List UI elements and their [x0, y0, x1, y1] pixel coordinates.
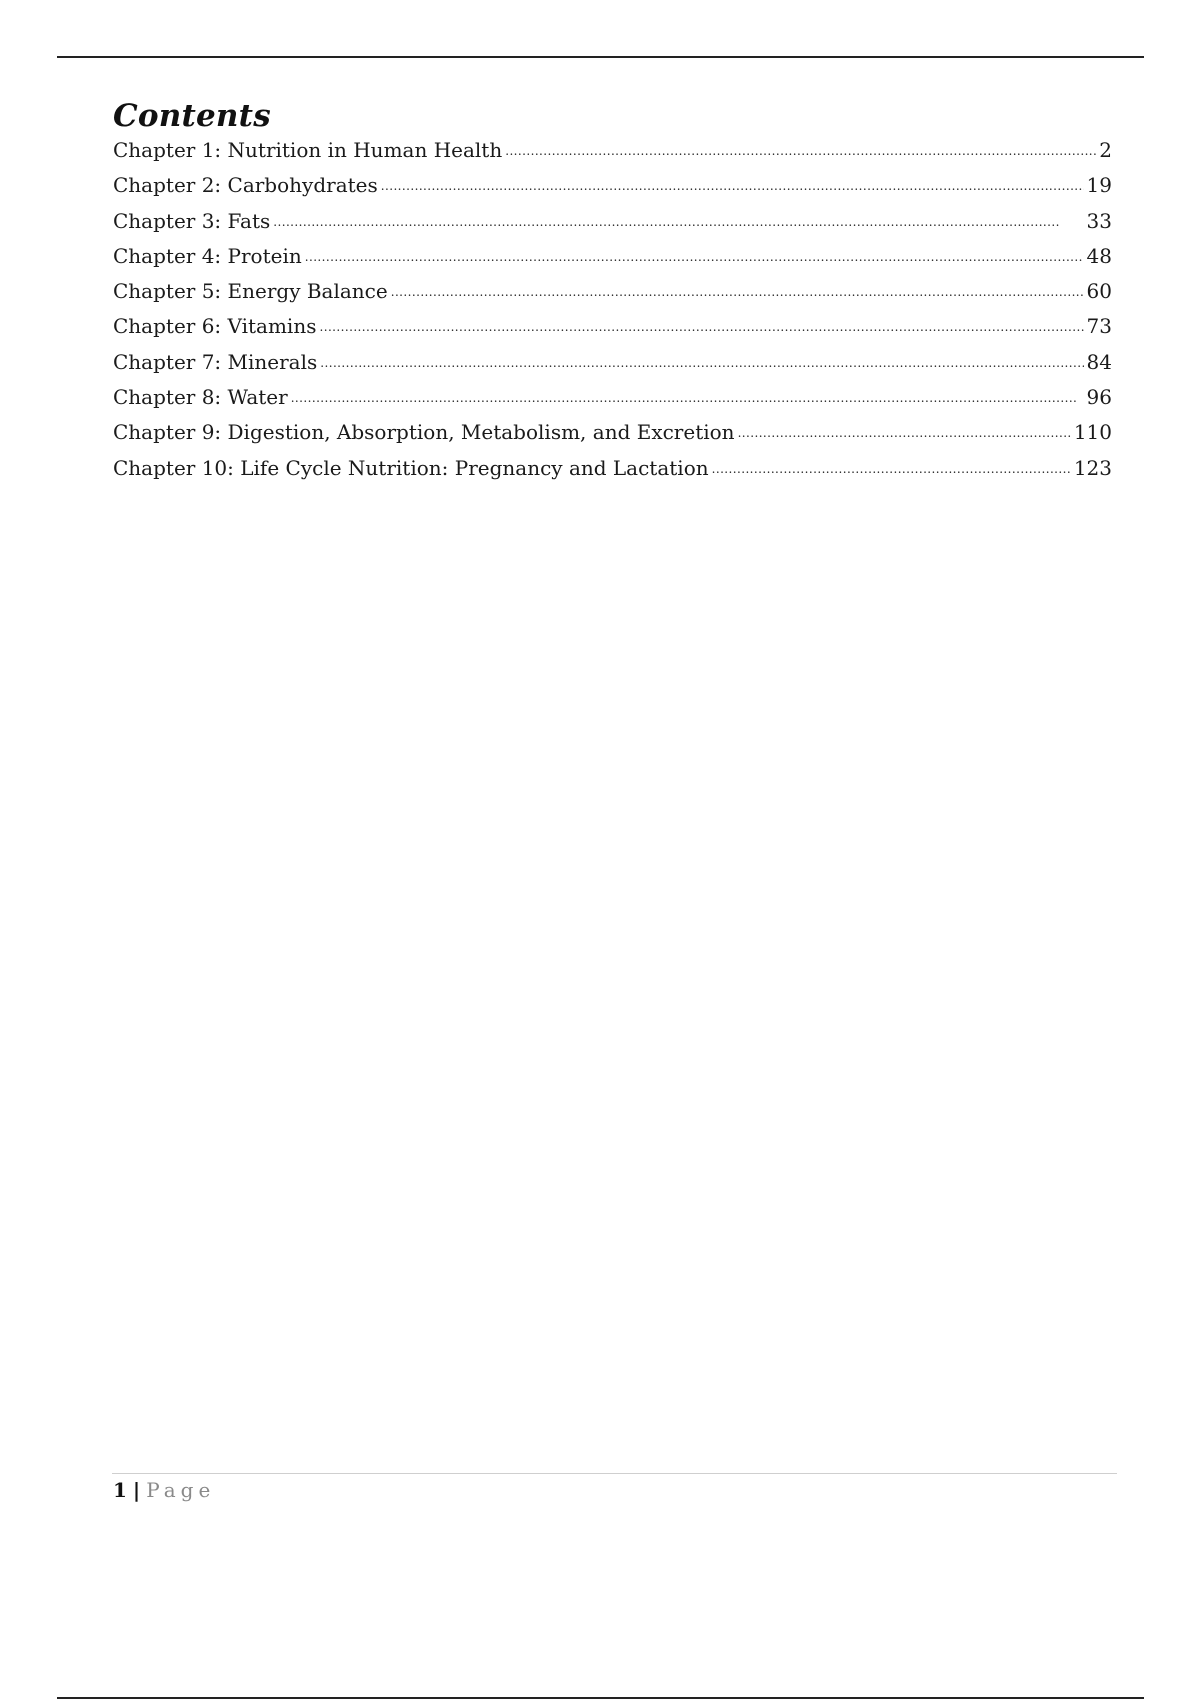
dot-leader	[391, 278, 1084, 298]
toc-entry-chapter-7[interactable]	[113, 349, 1112, 384]
toc-entry-title: Chapter 3: Fats	[113, 208, 271, 233]
toc-entry-page: 96	[1086, 385, 1112, 410]
toc-entry-title: Chapter 10: Life Cycle Nutrition: Pregnancy and Lactation	[113, 455, 709, 480]
dot-leader	[320, 349, 1083, 369]
dot-leader	[505, 137, 1096, 157]
toc-entry-page: 19	[1086, 173, 1112, 198]
toc-entry-page: 2	[1099, 138, 1112, 162]
toc-list	[113, 137, 1112, 490]
page-top-border	[57, 56, 1144, 58]
toc-entry-title: Chapter 9: Digestion, Absorption, Metabolism, and Excretion	[113, 420, 735, 445]
dot-leader	[291, 384, 1084, 404]
toc-entry-chapter-5[interactable]	[113, 278, 1112, 313]
dot-leader	[712, 455, 1071, 475]
toc-entry-page: 48	[1086, 243, 1112, 268]
toc-entry-chapter-4[interactable]	[113, 243, 1112, 278]
toc-entry-chapter-2[interactable]	[113, 172, 1112, 207]
toc-entry-title: Chapter 2: Carbohydrates	[113, 173, 378, 198]
page-bottom-border	[57, 1697, 1144, 1699]
footer-page-label: Page	[146, 1478, 216, 1502]
dot-leader	[305, 243, 1084, 263]
toc-entry-chapter-3[interactable]	[113, 208, 1112, 243]
toc-entry-chapter-6[interactable]	[113, 313, 1112, 348]
toc-heading: Contents	[113, 98, 271, 134]
dot-leader	[381, 172, 1084, 192]
toc-entry-title: Chapter 7: Minerals	[113, 349, 318, 374]
toc-entry-page: 33	[1086, 208, 1112, 233]
footer-separator: |	[132, 1478, 141, 1502]
footer-divider	[112, 1473, 1117, 1474]
toc-entry-title: Chapter 8: Water	[113, 385, 288, 410]
toc-entry-chapter-10[interactable]	[113, 455, 1112, 490]
toc-entry-chapter-9[interactable]	[113, 419, 1112, 454]
toc-entry-chapter-1[interactable]	[113, 137, 1112, 172]
toc-entry-title: Chapter 6: Vitamins	[113, 314, 317, 339]
toc-entry-page: 123	[1073, 455, 1112, 480]
toc-entry-title: Chapter 1: Nutrition in Human Health	[113, 138, 503, 162]
dot-leader	[738, 419, 1071, 439]
toc-entry-page: 73	[1086, 314, 1112, 339]
toc-entry-page: 110	[1073, 420, 1112, 445]
dot-leader	[319, 313, 1083, 333]
table-of-contents	[113, 96, 1112, 490]
toc-entry-title: Chapter 4: Protein	[113, 243, 302, 268]
page-footer	[113, 1478, 215, 1502]
dot-leader	[273, 208, 1083, 228]
toc-entry-chapter-8[interactable]	[113, 384, 1112, 419]
toc-entry-title: Chapter 5: Energy Balance	[113, 279, 388, 304]
toc-entry-page: 84	[1086, 349, 1112, 374]
toc-entry-page: 60	[1086, 279, 1112, 304]
footer-page-number: 1	[113, 1478, 127, 1502]
